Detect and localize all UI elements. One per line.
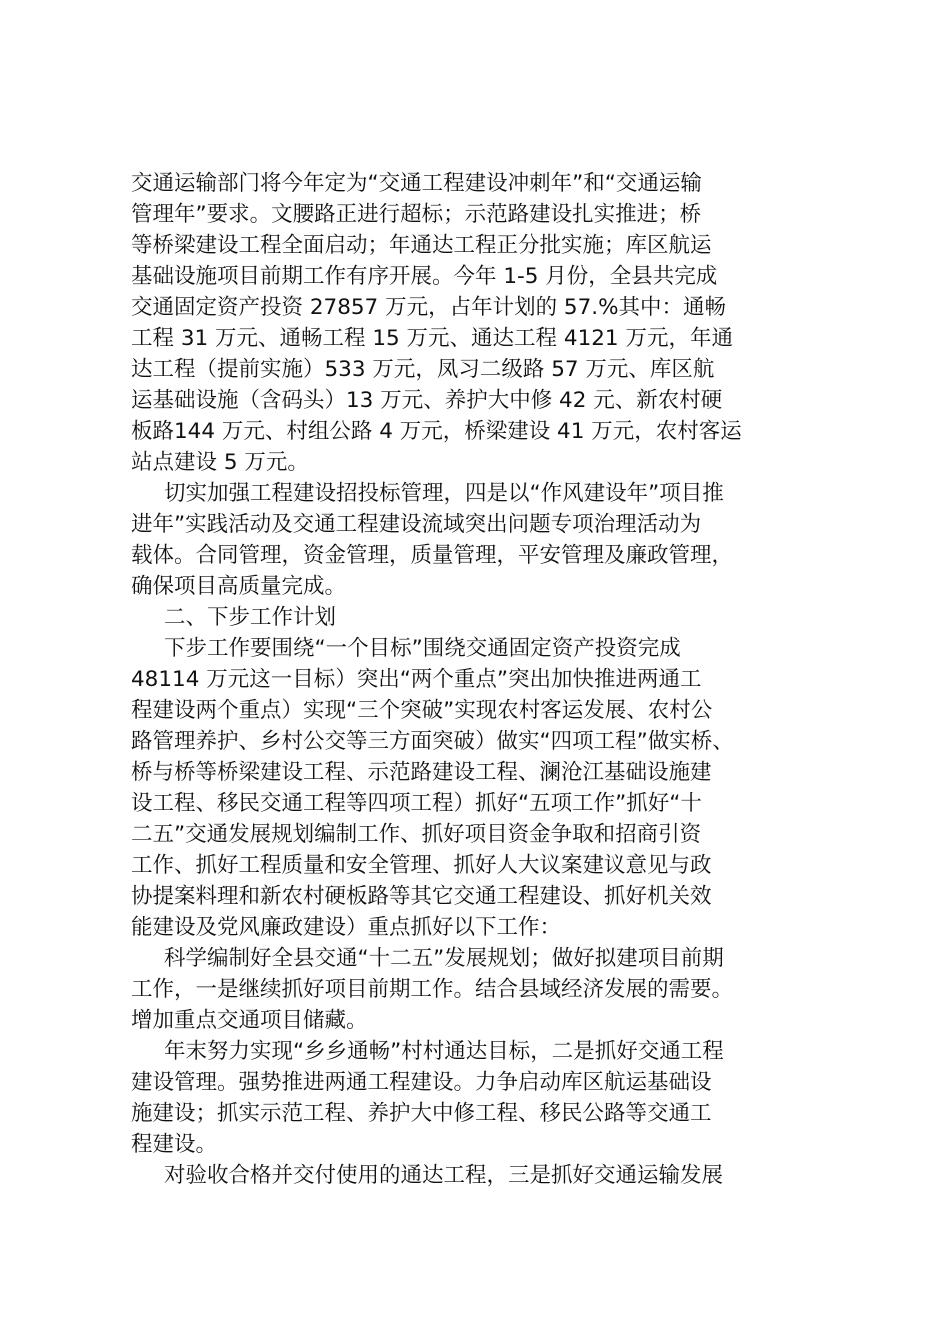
text-line: 程建设。 [131,1132,218,1157]
section-heading: 二、下步工作计划 [164,605,337,630]
text-line: 进年”实践活动及交通工程建设流域突出问题专项治理活动为 [131,512,702,537]
text-line: 基础设施项目前期工作有序开展。今年 1-5 月份，全县共完成 [131,264,718,289]
text-line: 48114 万元这一目标）突出“两个重点”突出加快推进两通工 [131,667,702,692]
text-line: 管理年”要求。文腰路正进行超标；示范路建设扎实推进；桥 [131,202,702,227]
text-line: 二五”交通发展规划编制工作、抓好项目资金争取和招商引资 [131,822,702,847]
paragraph-start-line: 下步工作要围绕“一个目标”围绕交通固定资产投资完成 [164,636,681,661]
document-body [131,168,831,1191]
text-line: 交通固定资产投资 27857 万元，占年计划的 57.%其中：通畅 [131,295,727,320]
text-line: 工作、抓好工程质量和安全管理、抓好人大议案建议意见与政 [131,853,712,878]
paragraph-start-line: 科学编制好全县交通“十二五”发展规划；做好拟建项目前期 [164,946,724,971]
text-line: 建设管理。强势推进两通工程建设。力争启动库区航运基础设 [131,1070,712,1095]
paragraph-start-line: 切实加强工程建设招投标管理，四是以“作风建设年”项目推 [164,481,724,506]
paragraph-start-line: 对验收合格并交付使用的通达工程，三是抓好交通运输发展 [164,1163,724,1188]
text-line: 路管理养护、乡村公交等三方面突破）做实“四项工程”做实桥、 [131,729,734,754]
text-line: 增加重点交通项目储藏。 [131,1008,368,1033]
text-line: 设工程、移民交通工程等四项工程）抓好“五项工作”抓好“十 [131,791,702,816]
text-line: 确保项目高质量完成。 [131,574,347,599]
text-line: 能建设及党风廉政建设）重点抓好以下工作： [131,915,562,940]
text-line: 协提案料理和新农村硬板路等其它交通工程建设、抓好机关效 [131,884,712,909]
text-line: 等桥梁建设工程全面启动；年通达工程正分批实施；库区航运 [131,233,712,258]
text-line: 站点建设 5 万元。 [131,450,309,475]
text-line: 程建设两个重点）实现“三个突破”实现农村客运发展、农村公 [131,698,713,723]
text-line: 工作，一是继续抓好项目前期工作。结合县域经济发展的需要。 [131,977,734,1002]
text-line: 工程 31 万元、通畅工程 15 万元、通达工程 4121 万元，年通 [131,326,733,351]
paragraph-start-line: 年末努力实现“乡乡通畅”村村通达目标，二是抓好交通工程 [164,1039,724,1064]
text-line: 运基础设施（含码头）13 万元、养护大中修 42 元、新农村硬 [131,388,723,413]
text-line: 载体。合同管理，资金管理，质量管理，平安管理及廉政管理， [131,543,734,568]
text-line: 达工程（提前实施）533 万元，凤习二级路 57 万元、库区航 [131,357,715,382]
text-line: 施建设；抓实示范工程、养护大中修工程、移民公路等交通工 [131,1101,712,1126]
text-line: 桥与桥等桥梁建设工程、示范路建设工程、澜沧江基础设施建 [131,760,712,785]
text-line: 板路144 万元、村组公路 4 万元，桥梁建设 41 万元，农村客运 [131,419,742,444]
text-line: 交通运输部门将今年定为“交通工程建设冲刺年”和“交通运输 [131,171,702,196]
